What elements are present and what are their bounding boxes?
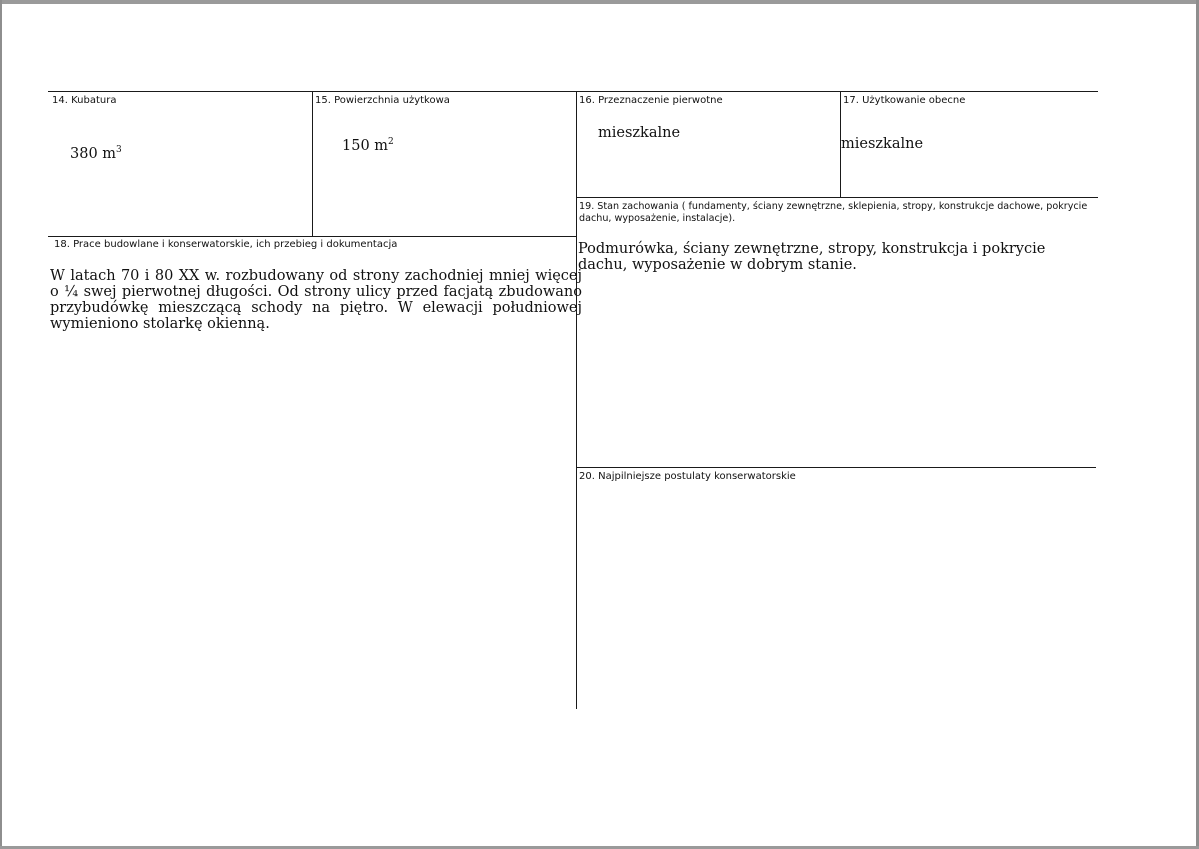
field-15-number: 150 m xyxy=(342,138,389,154)
field-15-value xyxy=(342,138,394,154)
field-18-value: W latach 70 i 80 XX w. rozbudowany od strony zachodniej mniej więcej o ¼ swej pierwotnej długości. Od strony ulicy przed facjatą zbudowano przybudówkę mieszczącą schody na piętro. W elewacji południowej wymieniono stolarkę okienną. xyxy=(50,268,582,332)
rule-f18-top xyxy=(48,236,576,237)
rule-f20-top xyxy=(576,467,1096,468)
field-17-value: mieszkalne xyxy=(841,136,924,152)
field-14-exponent: 3 xyxy=(116,145,122,155)
field-17-label: 17. Użytkowanie obecne xyxy=(843,95,966,106)
field-15-exponent: 2 xyxy=(388,137,394,147)
rule-top xyxy=(48,91,1098,92)
field-16-label: 16. Przeznaczenie pierwotne xyxy=(579,95,723,106)
field-20-label: 20. Najpilniejsze postulaty konserwatorskie xyxy=(579,471,796,482)
field-14-value xyxy=(70,146,122,162)
scan-edge-left xyxy=(0,0,2,849)
rule-f19-top xyxy=(576,197,1098,198)
field-16-value: mieszkalne xyxy=(598,125,681,141)
field-14-label: 14. Kubatura xyxy=(52,95,117,106)
scan-edge-top xyxy=(0,0,1199,4)
field-19-label: 19. Stan zachowania ( fundamenty, ściany zewnętrzne, sklepienia, stropy, konstrukcje dachowe, pokrycie dachu, wyposażenie, instalacje). xyxy=(579,201,1088,224)
field-19-value: Podmurówka, ściany zewnętrzne, stropy, konstrukcja i pokrycie dachu, wyposażenie w dobrym stanie. xyxy=(578,241,1046,273)
divider-left-right xyxy=(576,91,577,709)
field-14-number: 380 m xyxy=(70,146,117,162)
divider-f14-f15 xyxy=(312,91,313,237)
field-18-label: 18. Prace budowlane i konserwatorskie, ich przebieg i dokumentacja xyxy=(54,239,398,250)
field-15-label: 15. Powierzchnia użytkowa xyxy=(315,95,450,106)
